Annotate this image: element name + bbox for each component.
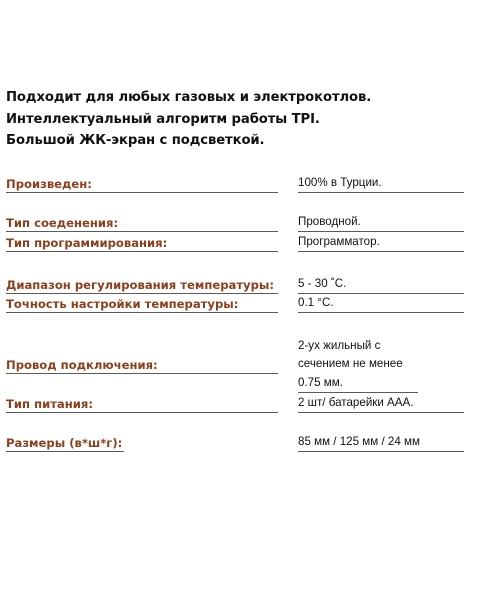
spec-label: Тип программирования: xyxy=(6,236,278,252)
spec-row-temp-accuracy xyxy=(6,296,464,315)
spec-label: Точность настройки температуры: xyxy=(6,297,278,313)
spec-row-origin xyxy=(6,175,464,195)
spec-value: 85 мм / 125 мм / 24 мм xyxy=(298,433,464,453)
spec-value: 2 шт/ батарейки ААА. xyxy=(298,394,464,414)
spec-value: Программатор. xyxy=(298,233,464,253)
spec-value: 0.1 °C. xyxy=(298,294,464,314)
spec-label: Тип соеденения: xyxy=(6,216,278,232)
spec-row-programming-type xyxy=(6,235,464,254)
spec-label: Размеры (в*ш*г): xyxy=(6,436,123,450)
spec-label: Произведен: xyxy=(6,177,278,193)
spec-value: 100% в Турции. xyxy=(298,174,464,194)
product-intro xyxy=(6,87,466,152)
spec-row-power xyxy=(6,396,464,415)
spec-row-wire xyxy=(6,335,464,395)
spec-label: Диапазон регулирования температуры: xyxy=(6,278,278,294)
spec-value: 5 - 30 ˚С. xyxy=(298,275,464,295)
spec-label: Провод подключения: xyxy=(6,358,278,374)
spec-row-dimensions xyxy=(6,434,464,454)
spec-row-connection-type xyxy=(6,215,464,234)
spec-label: Тип питания: xyxy=(6,397,278,413)
spec-value: Проводной. xyxy=(298,213,464,233)
intro-line: Интеллектуальный алгоритм работы TPI. xyxy=(6,111,320,127)
intro-line: Большой ЖК-экран с подсветкой. xyxy=(6,133,265,148)
spec-value: 2-ух жильный с сечением не менее 0.75 мм. xyxy=(298,337,418,394)
intro-line: Подходит для любых газовых и электрокотлов. xyxy=(6,90,372,105)
